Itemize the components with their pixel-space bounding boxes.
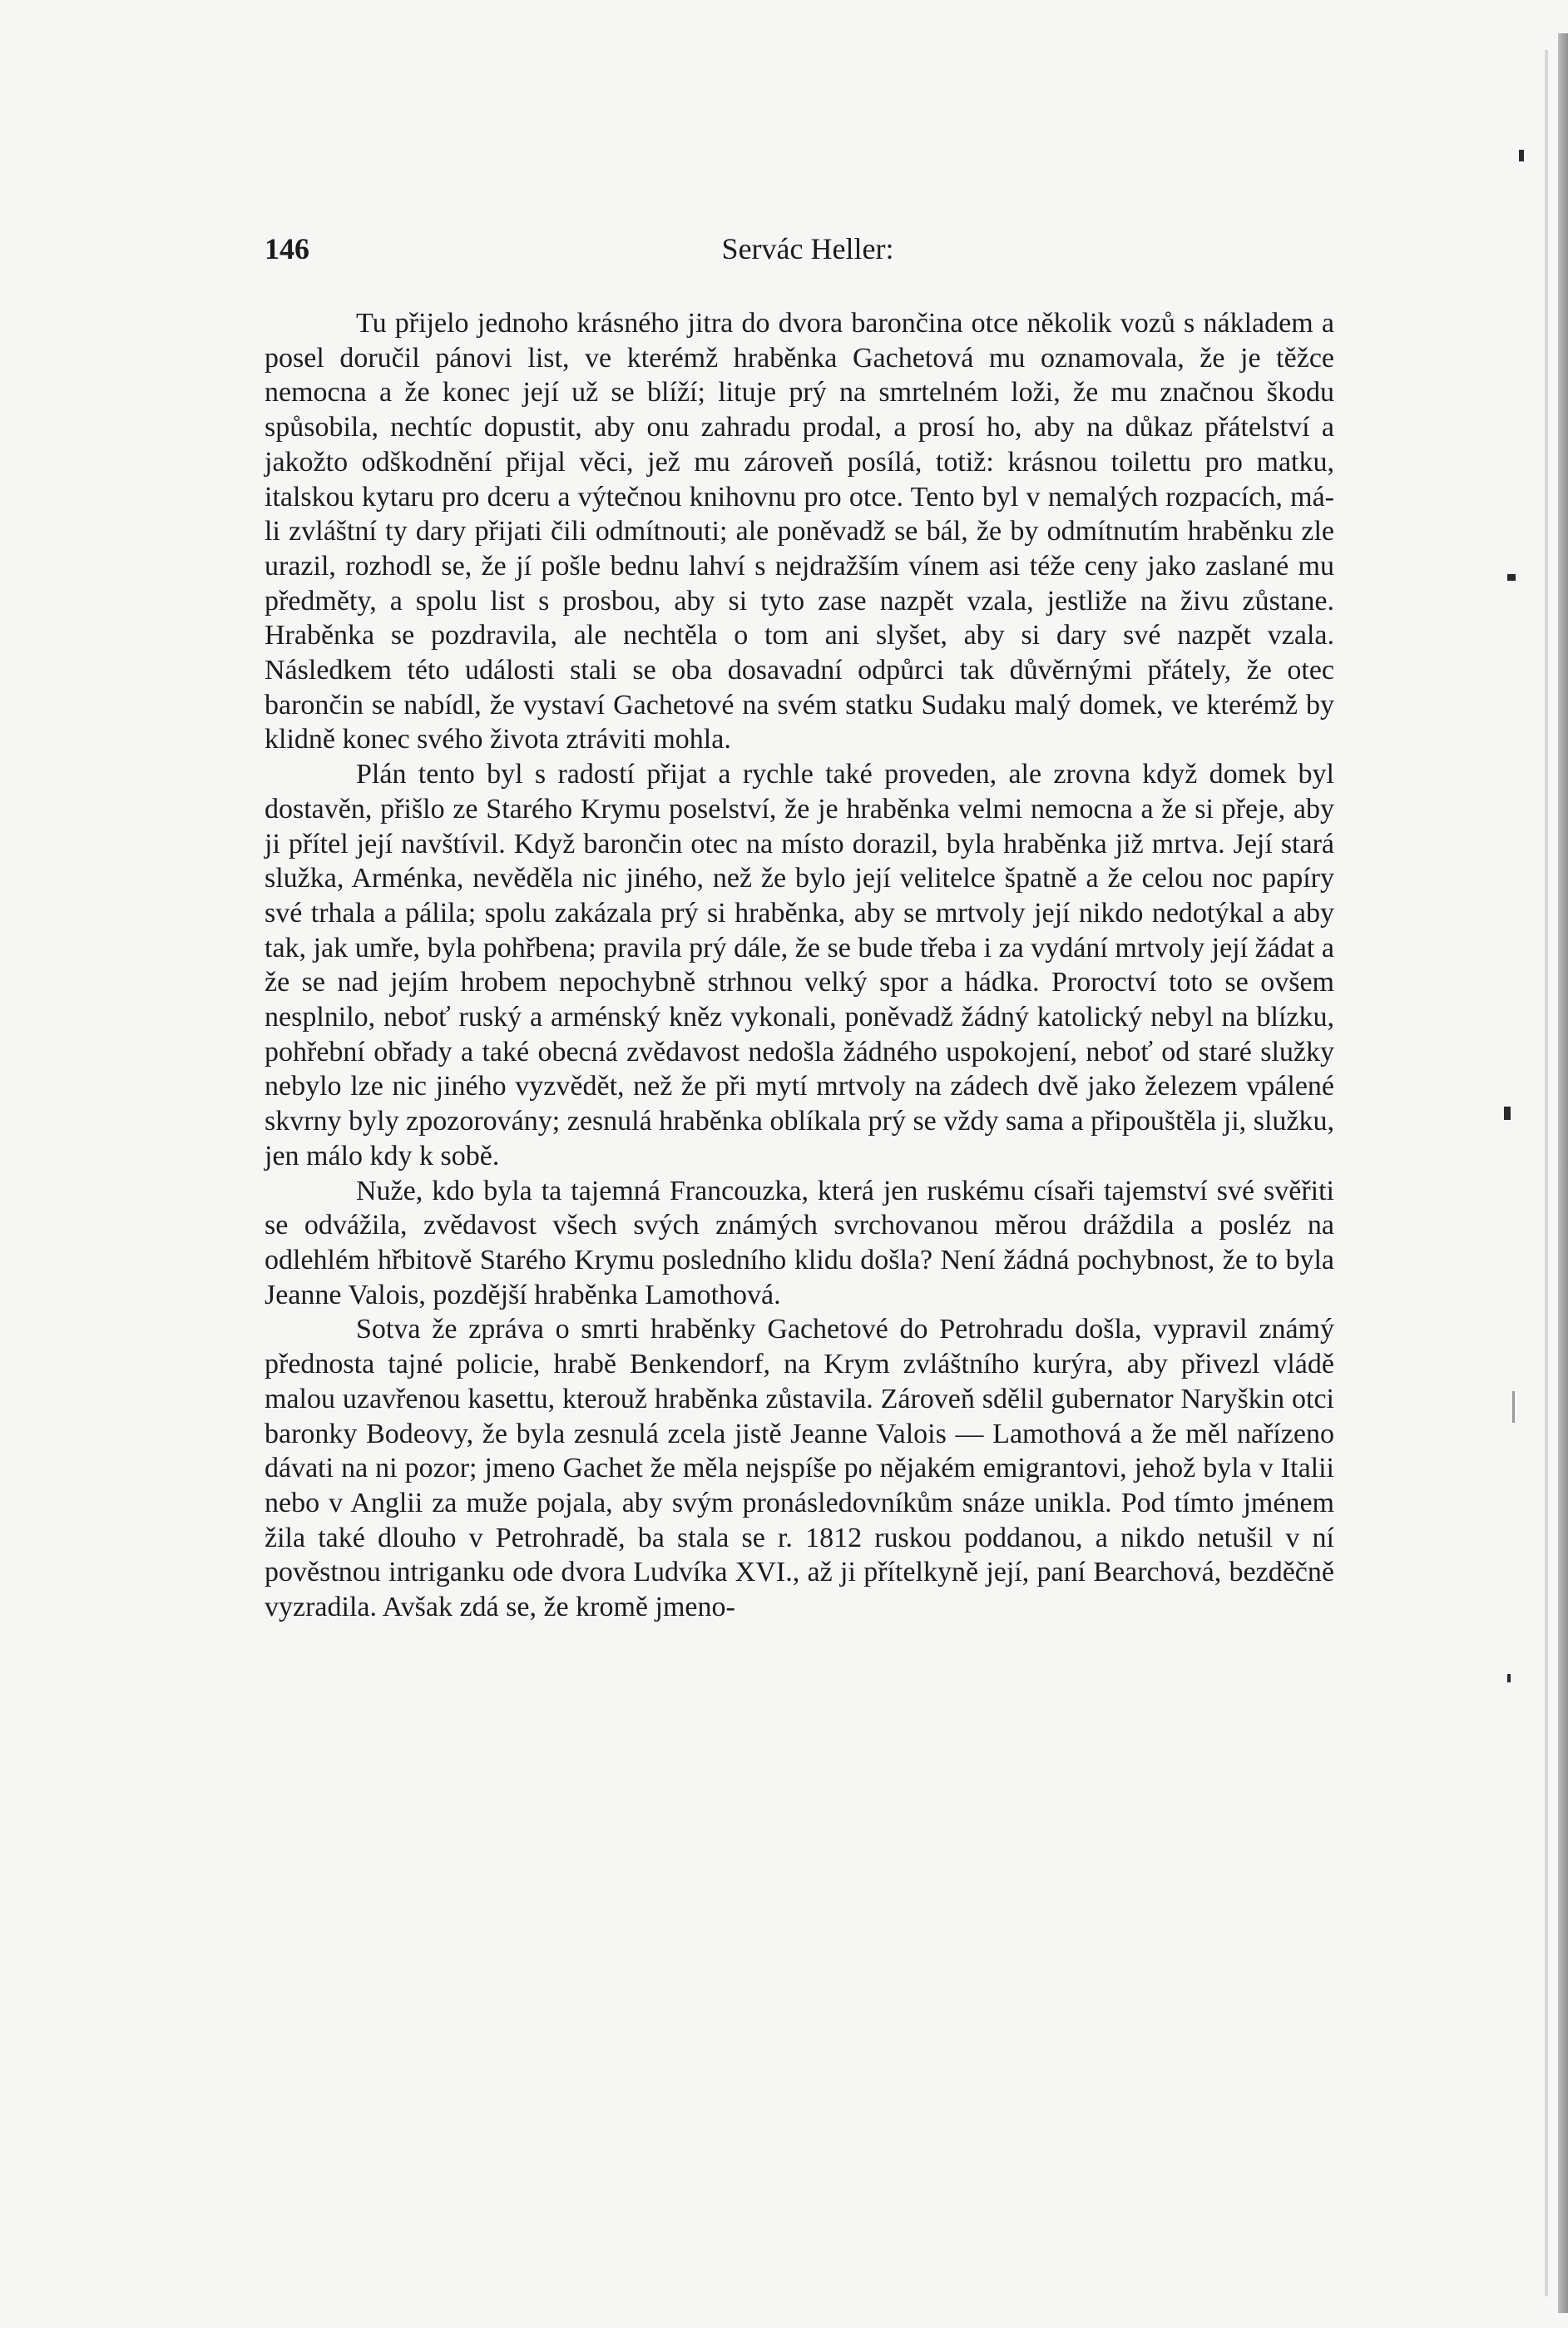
margin-mark-1 (1519, 150, 1524, 161)
running-title: Servác Heller: (721, 232, 894, 265)
page-number: 146 (265, 232, 309, 265)
margin-mark-2 (1507, 574, 1516, 581)
body-text (265, 306, 1334, 1625)
page-edge (1558, 33, 1568, 2313)
margin-mark-3 (1504, 1107, 1511, 1120)
page-header (265, 231, 1351, 273)
margin-mark-5 (1507, 1674, 1511, 1682)
margin-mark-4 (1512, 1391, 1515, 1423)
paragraph-4: Sotva že zpráva o smrti hraběnky Gachetové do Petrohradu došla, vypravil známý přednosta tajné policie, hrabě Benkendorf, na Krym zvláštního kurýra, aby přivezl vládě malou uzavřenou kasettu, kterouž hraběnka zůstavila. Zároveň sdělil gubernator Naryškin otci baronky Bodeovy, že byla zesnulá zcela jistě Jeanne Valois — Lamothová a že měl nařízeno dávati na ni pozor; jmeno Gachet že měla nejspíše po nějakém emigrantovi, jehož byla v Italii nebo v Anglii za muže pojala, aby svým pronásledovníkům snáze unikla. Pod tímto jménem žila také dlouho v Petrohradě, ba stala se r. 1812 ruskou poddanou, a nikdo netušil v ní pověstnou intriganku ode dvora Ludvíka XVI., až ji přítelkyně její, paní Bearchová, bezděčně vyzradila. Avšak zdá se, že kromě jmeno- (265, 1314, 1334, 1623)
paragraph-1: Tu přijelo jednoho krásného jitra do dvora barončina otce několik vozů s nákladem a posel doručil pánovi list, ve kterémž hraběnka Gachetová mu oznamovala, že je těžce nemocna a že konec její už se blíží; lituje prý na smrtelném loži, že mu značnou škodu spůsobila, nechtíc dopustit, aby onu zahradu prodal, a prosí ho, aby na důkaz přátelství a jakožto odškodnění přijal věci, jež mu zároveň posílá, totiž: krásnou toilettu pro matku, italskou kytaru pro dceru a výtečnou knihovnu pro otce. Tento byl v nemalých rozpacích, má-li zvláštní ty dary přijati čili odmítnouti; ale poněvadž se bál, že by odmítnutím hraběnku zle urazil, rozhodl se, že jí pošle bednu lahví s nejdražším vínem asi téže ceny jako zaslané mu předměty, a spolu list s prosbou, aby si tyto zase nazpět vzala, jestliže na živu zůstane. Hraběnka se pozdravila, ale nechtěla o tom ani slyšet, aby si dary své nazpět vzala. Následkem této události stali se oba dosavadní odpůrci tak důvěrnými přátely, že otec barončin se nabídl, že vystaví Gachetové na svém statku Sudaku malý domek, ve kterémž by klidně konec svého života ztráviti mohla. (265, 308, 1334, 755)
page-gutter-line (1545, 50, 1548, 2296)
paragraph-2: Plán tento byl s radostí přijat a rychle také proveden, ale zrovna když domek byl dostavěn, přišlo ze Starého Krymu poselství, že je hraběnka velmi nemocna a že si přeje, aby ji přítel její navštívil. Když barončin otec na místo dorazil, byla hraběnka již mrtva. Její stará služka, Arménka, nevěděla nic jiného, než že bylo její velitelce špatně a že celou noc papíry své trhala a pálila; spolu zakázala prý si hraběnka, aby se mrtvoly její nikdo nedotýkal a aby tak, jak umře, byla pohřbena; pravila prý dále, že se bude třeba i za vydání mrtvoly její žádat a že se nad jejím hrobem nepochybně strhnou velký spor a hádka. Proroctví toto se ovšem nesplnilo, neboť ruský a arménský kněz vykonali, poněvadž žádný katolický nebyl na blízku, pohřební obřady a také obecná zvědavost nedošla žádného uspokojení, neboť od staré služky nebylo lze nic jiného vyzvědět, než že při mytí mrtvoly na zádech dvě jako železem vpálené skvrny byly zpozorovány; zesnulá hraběnka oblíkala prý se vždy sama a připouštěla ji, služku, jen málo kdy k sobě. (265, 759, 1334, 1171)
paragraph-3: Nuže, kdo byla ta tajemná Francouzka, která jen ruskému císaři tajemství své svěřiti se odvážila, zvědavost všech svých známých svrchovanou měrou dráždila a posléz na odlehlém hřbitově Starého Krymu posledního klidu došla? Není žádná pochybnost, že to byla Jeanne Valois, pozdější hraběnka Lamothová. (265, 1175, 1334, 1310)
